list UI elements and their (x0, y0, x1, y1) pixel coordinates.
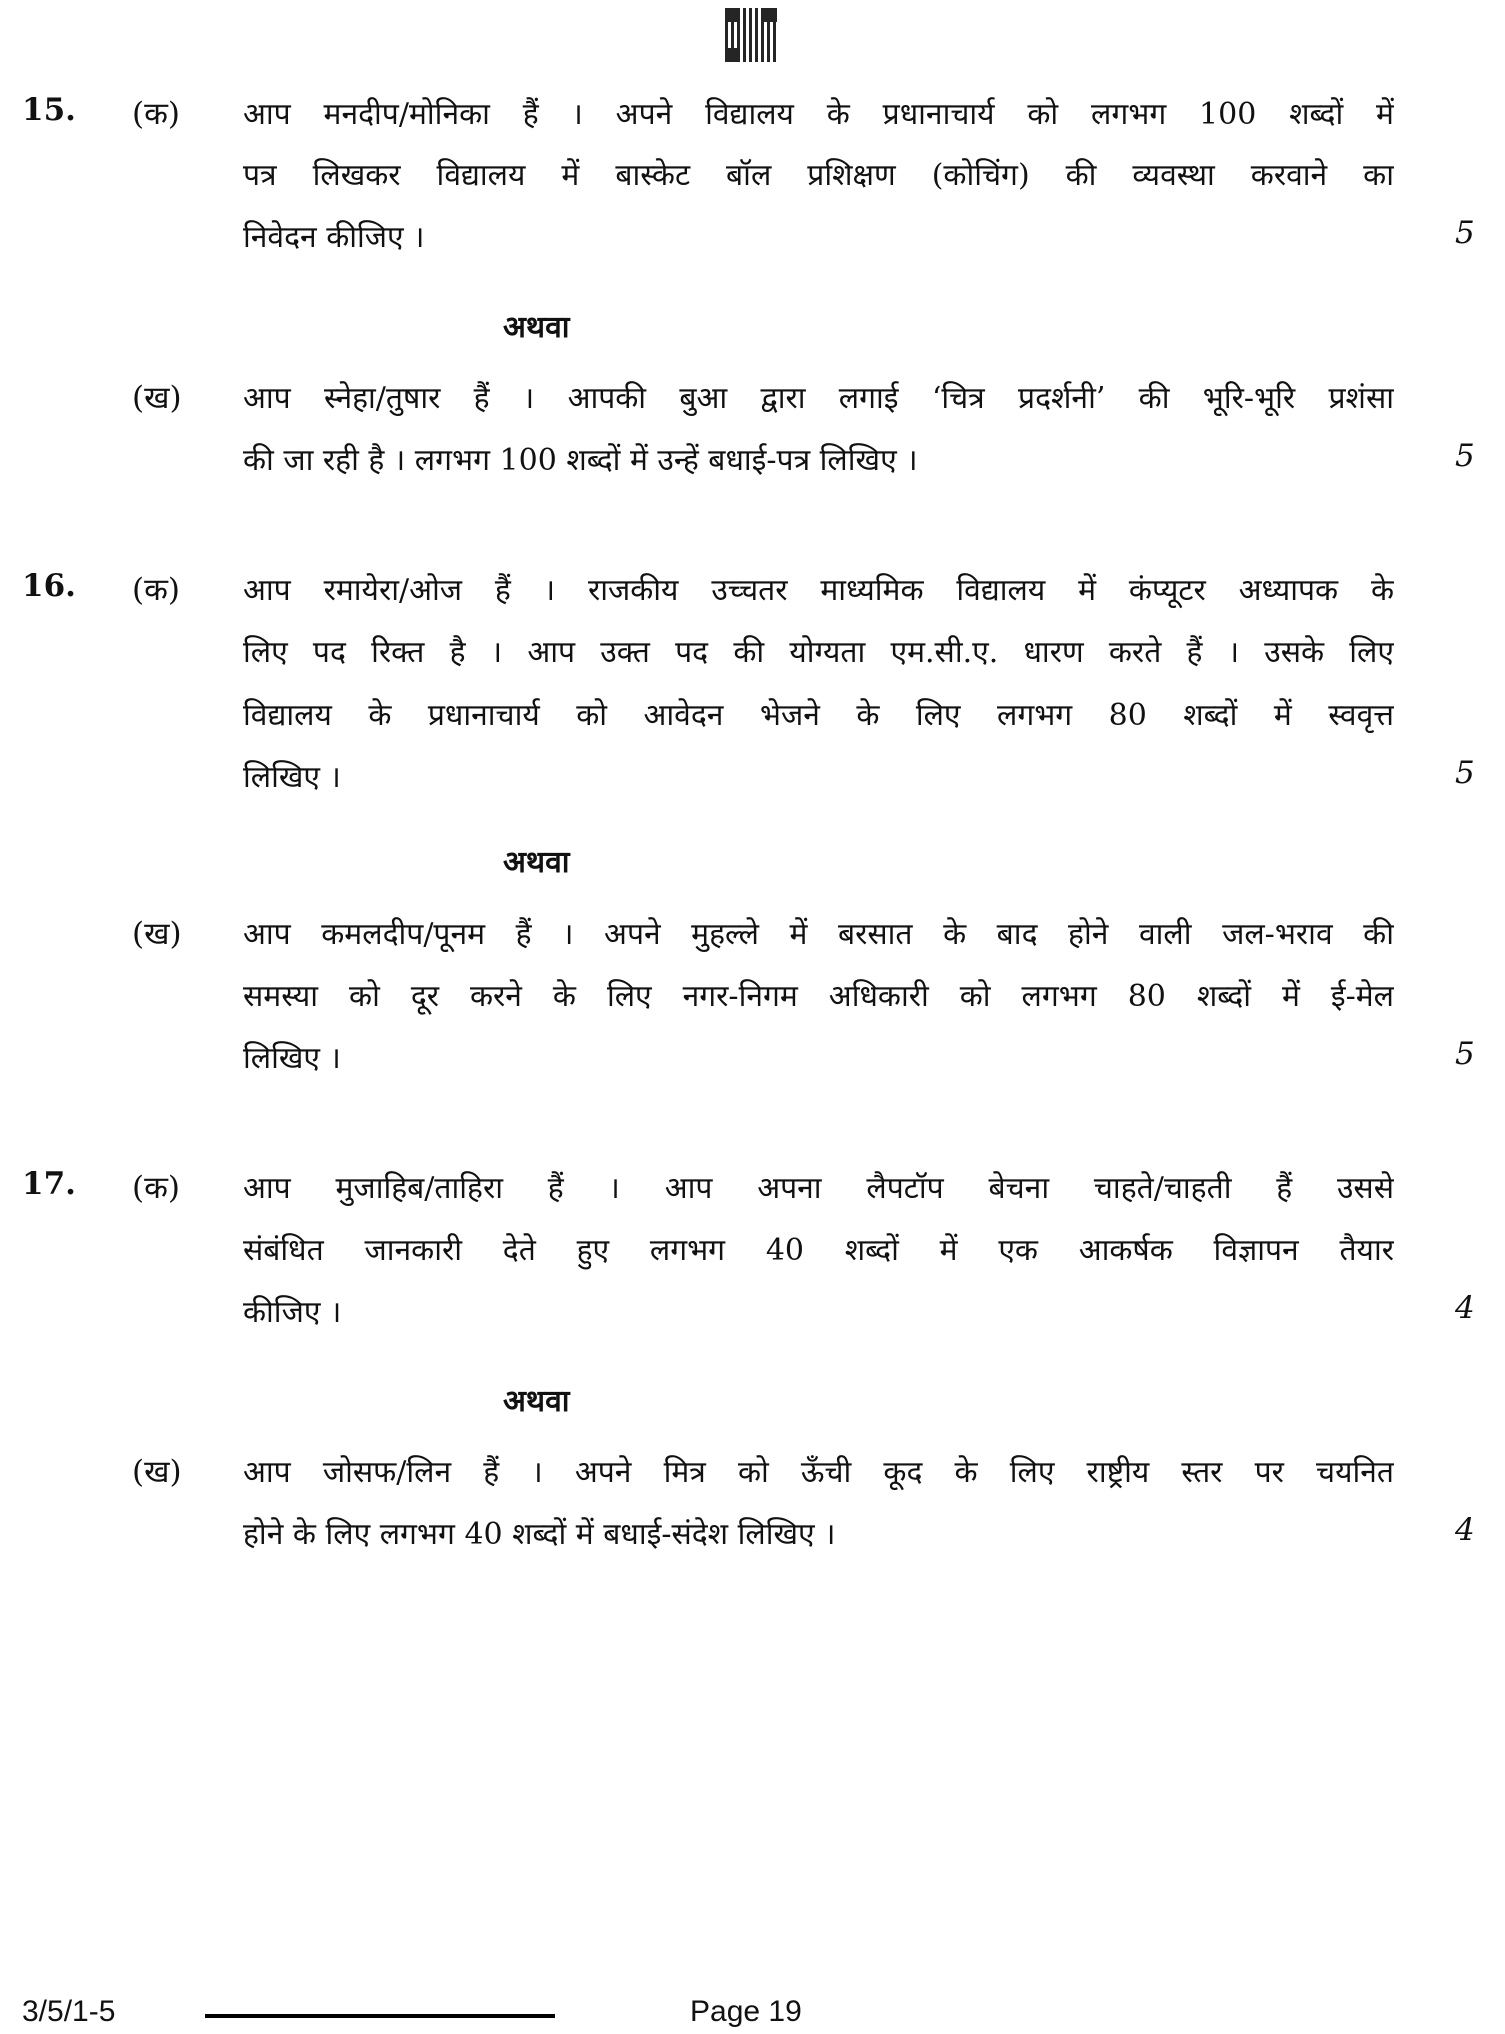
paper-code: 3/5/1-5 (22, 1995, 116, 2028)
page-number: Page 19 (690, 1995, 802, 2028)
question-text-line: पत्र लिखकर विद्यालय में बास्केट बॉल प्रशिक्षण (कोचिंग) की व्यवस्था करवाने का (243, 158, 1394, 193)
question-number: 17. (22, 1166, 76, 1202)
marks: 5 (1455, 215, 1475, 251)
question-text-line: कीजिए । (243, 1295, 342, 1330)
question-number: 15. (22, 92, 76, 128)
question-text-line: आप जोसफ/लिन हैं । अपने मित्र को ऊँची कूद के लिए राष्ट्रीय स्तर पर चयनित (243, 1455, 1394, 1490)
or-separator: अथवा (503, 1384, 570, 1419)
question-text-line: आप मुजाहिब/ताहिरा हैं । आप अपना लैपटॉप बेचना चाहते/चाहती हैं उससे (243, 1171, 1394, 1206)
marks: 5 (1455, 438, 1475, 474)
question-text-line: लिखिए । (243, 760, 341, 795)
marks: 5 (1455, 755, 1475, 791)
marks: 5 (1455, 1036, 1475, 1072)
question-text-line: आप मनदीप/मोनिका हैं । अपने विद्यालय के प्रधानाचार्य को लगभग 100 शब्दों में (243, 97, 1394, 132)
question-text-line: समस्या को दूर करने के लिए नगर-निगम अधिकारी को लगभग 80 शब्दों में ई-मेल (243, 979, 1394, 1014)
part-label: (क) (132, 1170, 180, 1206)
part-label: (ख) (132, 1454, 182, 1490)
part-label: (क) (132, 96, 180, 132)
marks: 4 (1455, 1290, 1475, 1326)
question-text-line: निवेदन कीजिए । (243, 220, 425, 255)
part-label: (ख) (132, 380, 182, 416)
part-label: (क) (132, 572, 180, 608)
qr-code (725, 8, 777, 62)
part-label: (ख) (132, 916, 182, 952)
question-text-line: लिए पद रिक्त है । आप उक्त पद की योग्यता एम.सी.ए. धारण करते हैं । उसके लिए (243, 635, 1394, 670)
question-text-line: विद्यालय के प्रधानाचार्य को आवेदन भेजने के लिए लगभग 80 शब्दों में स्ववृत्त (243, 698, 1394, 733)
footer-rule (205, 2014, 555, 2018)
or-separator: अथवा (503, 310, 570, 345)
question-text-line: की जा रही है । लगभग 100 शब्दों में उन्हें बधाई-पत्र लिखिए । (243, 443, 918, 478)
question-text-line: संबंधित जानकारी देते हुए लगभग 40 शब्दों में एक आकर्षक विज्ञापन तैयार (243, 1233, 1394, 1268)
question-text-line: आप कमलदीप/पूनम हैं । अपने मुहल्ले में बरसात के बाद होने वाली जल-भराव की (243, 917, 1394, 952)
question-text-line: होने के लिए लगभग 40 शब्दों में बधाई-संदेश लिखिए । (243, 1517, 836, 1552)
marks: 4 (1455, 1512, 1475, 1548)
question-number: 16. (22, 568, 76, 604)
question-text-line: आप स्नेहा/तुषार हैं । आपकी बुआ द्वारा लगाई ‘चित्र प्रदर्शनी’ की भूरि-भूरि प्रशंसा (243, 381, 1394, 416)
or-separator: अथवा (503, 845, 570, 880)
question-text-line: लिखिए । (243, 1041, 341, 1076)
question-text-line: आप रमायेरा/ओज हैं । राजकीय उच्चतर माध्यमिक विद्यालय में कंप्यूटर अध्यापक के (243, 573, 1394, 608)
